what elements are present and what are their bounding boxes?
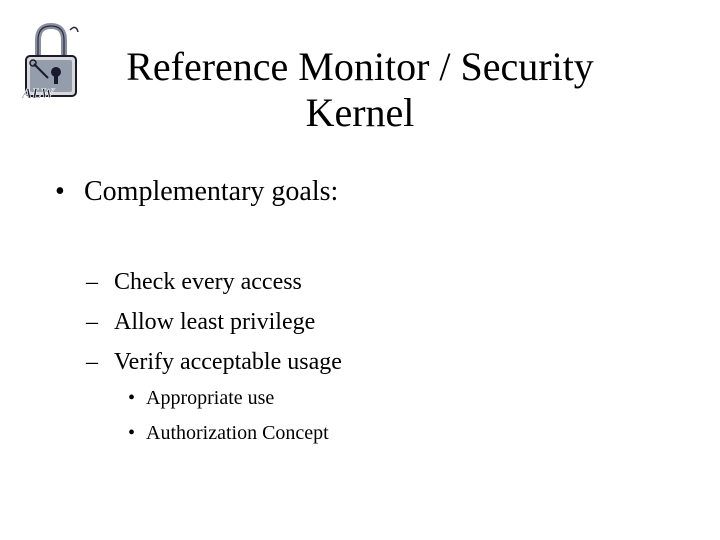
bullet-marker: • [55,176,65,207]
slide-title-line-2: Kernel [305,90,415,135]
dash-marker: – [86,349,98,375]
bullet-marker: • [128,422,136,444]
bullet-text: Complementary goals: [84,176,339,207]
sub-bullet-text: Allow least privilege [114,309,316,335]
bullet-marker: • [128,387,136,409]
sub-sub-bullet-text: Appropriate use [146,387,275,409]
svg-text:ALW: ALW [22,86,54,102]
sub-bullet-text: Check every access [114,269,302,295]
sub-sub-bullet-text: Authorization Concept [146,422,329,444]
sub-bullet-text: Verify acceptable usage [114,349,342,375]
dash-marker: – [86,269,98,295]
slide-title-line-1: Reference Monitor / Security [126,44,594,89]
dash-marker: – [86,309,98,335]
